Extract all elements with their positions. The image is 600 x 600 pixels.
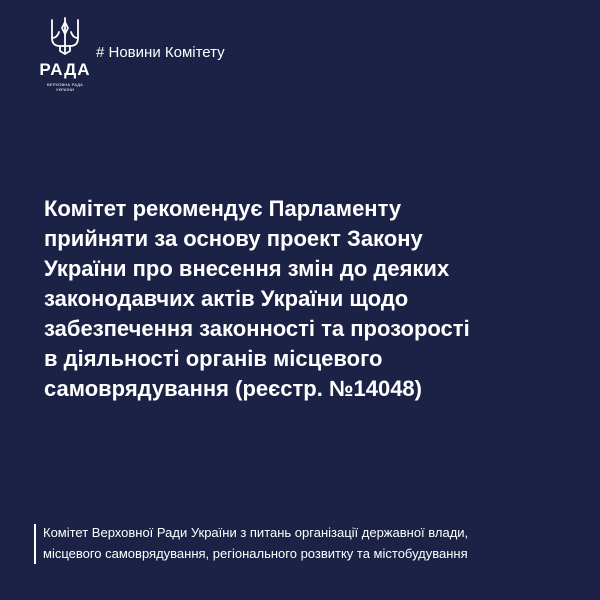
committee-footer [34,522,594,566]
headline-line: в діяльності органів місцевого [44,346,383,371]
logo-subtitle-line: УКРАЇНИ [55,87,75,92]
footer-accent-bar [34,524,36,564]
news-tag: # Новини Комітету [96,44,225,61]
headline-line: України про внесення змін до деяких [44,256,450,281]
headline [44,194,564,404]
headline-line: самоврядування (реєстр. №14048) [44,376,422,401]
committee-name-line: Комітет Верховної Ради України з питань організації державної влади, [43,525,469,540]
headline-line: законодавчих актів України щодо [44,286,409,311]
logo-wordmark: РАДА [39,60,91,79]
headline-line: Комітет рекомендує Парламенту [44,196,402,221]
headline-line: забезпечення законності та прозорості [44,316,470,341]
committee-name-line: місцевого самоврядування, регіонального розвитку та містобудування [43,546,468,561]
trident-emblem-icon [48,16,82,56]
logo-subtitle-line: ВЕРХОВНА РАДА [47,82,83,87]
headline-line: прийняти за основу проект Закону [44,226,423,251]
logo-subtitle [38,82,92,92]
rada-logo [38,16,92,94]
committee-name [43,522,468,564]
